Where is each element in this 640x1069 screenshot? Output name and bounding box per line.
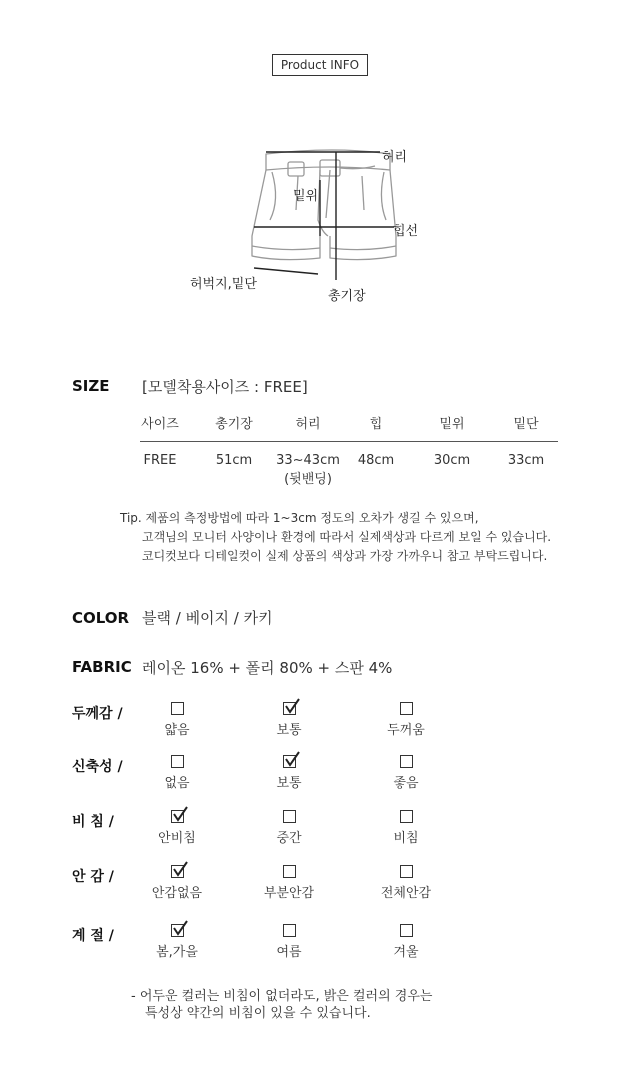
size-header-cell: 힙 [369,417,383,432]
attribute-option-label: 보통 [276,723,302,738]
tip-line-1: Tip. 제품의 측정방법에 따라 1~3cm 정도의 오차가 생길 수 있으며, [120,511,479,525]
diagram-label-thigh-hem: 허벅지,밑단 [190,277,257,292]
size-header-cell: 허리 [295,417,321,432]
checked-checkbox-icon[interactable] [171,924,184,937]
size-table-divider [140,441,558,442]
color-section-label: COLOR [72,609,130,627]
attribute-option-label: 봄,가을 [156,945,198,960]
size-header-cell: 사이즈 [141,417,179,432]
attribute-option[interactable] [351,924,461,960]
attribute-option-label: 안비침 [158,831,196,846]
checkbox-icon[interactable] [400,755,413,768]
checkbox-icon[interactable] [283,924,296,937]
attribute-option[interactable] [122,755,232,791]
waist-note: (뒷밴딩) [284,472,332,487]
checkbox-icon[interactable] [283,810,296,823]
size-cell: 30cm [433,453,471,468]
attribute-option[interactable] [122,924,232,960]
checked-checkbox-icon[interactable] [171,865,184,878]
attribute-option-label: 안감없음 [151,886,203,901]
size-cell: 48cm [357,453,395,468]
attribute-option-label: 두꺼움 [387,723,425,738]
checked-checkbox-icon[interactable] [283,702,296,715]
attribute-option-label: 얇음 [164,723,190,738]
size-header-cell: 밑위 [439,417,465,432]
color-value: 블랙 / 베이지 / 카키 [142,609,273,627]
attribute-option[interactable] [351,865,461,901]
attribute-option[interactable] [122,810,232,846]
checkbox-icon[interactable] [400,924,413,937]
sheerness-note-line-2: 특성상 약간의 비침이 있을 수 있습니다. [145,1006,371,1021]
attribute-option-label: 좋음 [393,776,419,791]
fabric-section-label: FABRIC [72,658,132,676]
checkbox-icon[interactable] [283,865,296,878]
checkbox-icon[interactable] [171,702,184,715]
size-cell: FREE [143,453,177,468]
attribute-option[interactable] [122,702,232,738]
attribute-option-label: 보통 [276,776,302,791]
waist-value: 33~43cm [276,453,340,468]
size-header-cell: 총기장 [215,417,253,432]
attribute-option-label: 여름 [276,945,302,960]
diagram-label-length: 총기장 [328,289,366,304]
attribute-option[interactable] [351,702,461,738]
fabric-value: 레이온 16% + 폴리 80% + 스판 4% [142,659,393,677]
checkbox-icon[interactable] [400,810,413,823]
attribute-option[interactable] [351,755,461,791]
attribute-option[interactable] [122,865,232,901]
attribute-option[interactable] [234,702,344,738]
size-cell: 51cm [215,453,253,468]
sheerness-note-line-1: - 어두운 컬러는 비침이 없더라도, 밝은 컬러의 경우는 [131,989,433,1004]
attribute-option-label: 비침 [393,831,419,846]
attribute-label: 계 절 / [72,928,114,944]
attribute-label: 두께감 / [72,706,123,722]
checkbox-icon[interactable] [400,865,413,878]
checkbox-icon[interactable] [171,755,184,768]
checked-checkbox-icon[interactable] [171,810,184,823]
attribute-option[interactable] [234,865,344,901]
attribute-option[interactable] [234,755,344,791]
diagram-label-hip: 힙선 [393,224,419,239]
attribute-label: 신축성 / [72,759,123,775]
product-info-title: Product INFO [272,54,368,76]
diagram-label-rise: 밑위 [293,189,319,204]
attribute-label: 비 침 / [72,814,114,830]
attribute-option[interactable] [234,924,344,960]
attribute-option[interactable] [351,810,461,846]
size-table-header [120,413,566,432]
attribute-option-label: 전체안감 [380,886,432,901]
checkbox-icon[interactable] [400,702,413,715]
size-section-label: SIZE [72,377,110,395]
tip-line-2: 고객님의 모니터 사양이나 환경에 따라서 실제색상과 다르게 보일 수 있습니다. [142,530,552,544]
size-table-row [120,453,566,487]
attribute-label: 안 감 / [72,869,114,885]
attribute-option-label: 겨울 [393,945,419,960]
checked-checkbox-icon[interactable] [283,755,296,768]
attribute-option-label: 중간 [276,831,302,846]
diagram-label-waist: 허리 [382,150,408,165]
attribute-option-label: 없음 [164,776,190,791]
tip-line-3: 코디컷보다 디테일컷이 실제 상품의 색상과 가장 가까우니 참고 부탁드립니다. [142,549,548,563]
model-size-value: [모델착용사이즈 : FREE] [142,378,308,396]
size-header-cell: 밑단 [513,417,539,432]
attribute-option-label: 부분안감 [263,886,315,901]
size-cell: 33cm [507,453,545,468]
attribute-option[interactable] [234,810,344,846]
